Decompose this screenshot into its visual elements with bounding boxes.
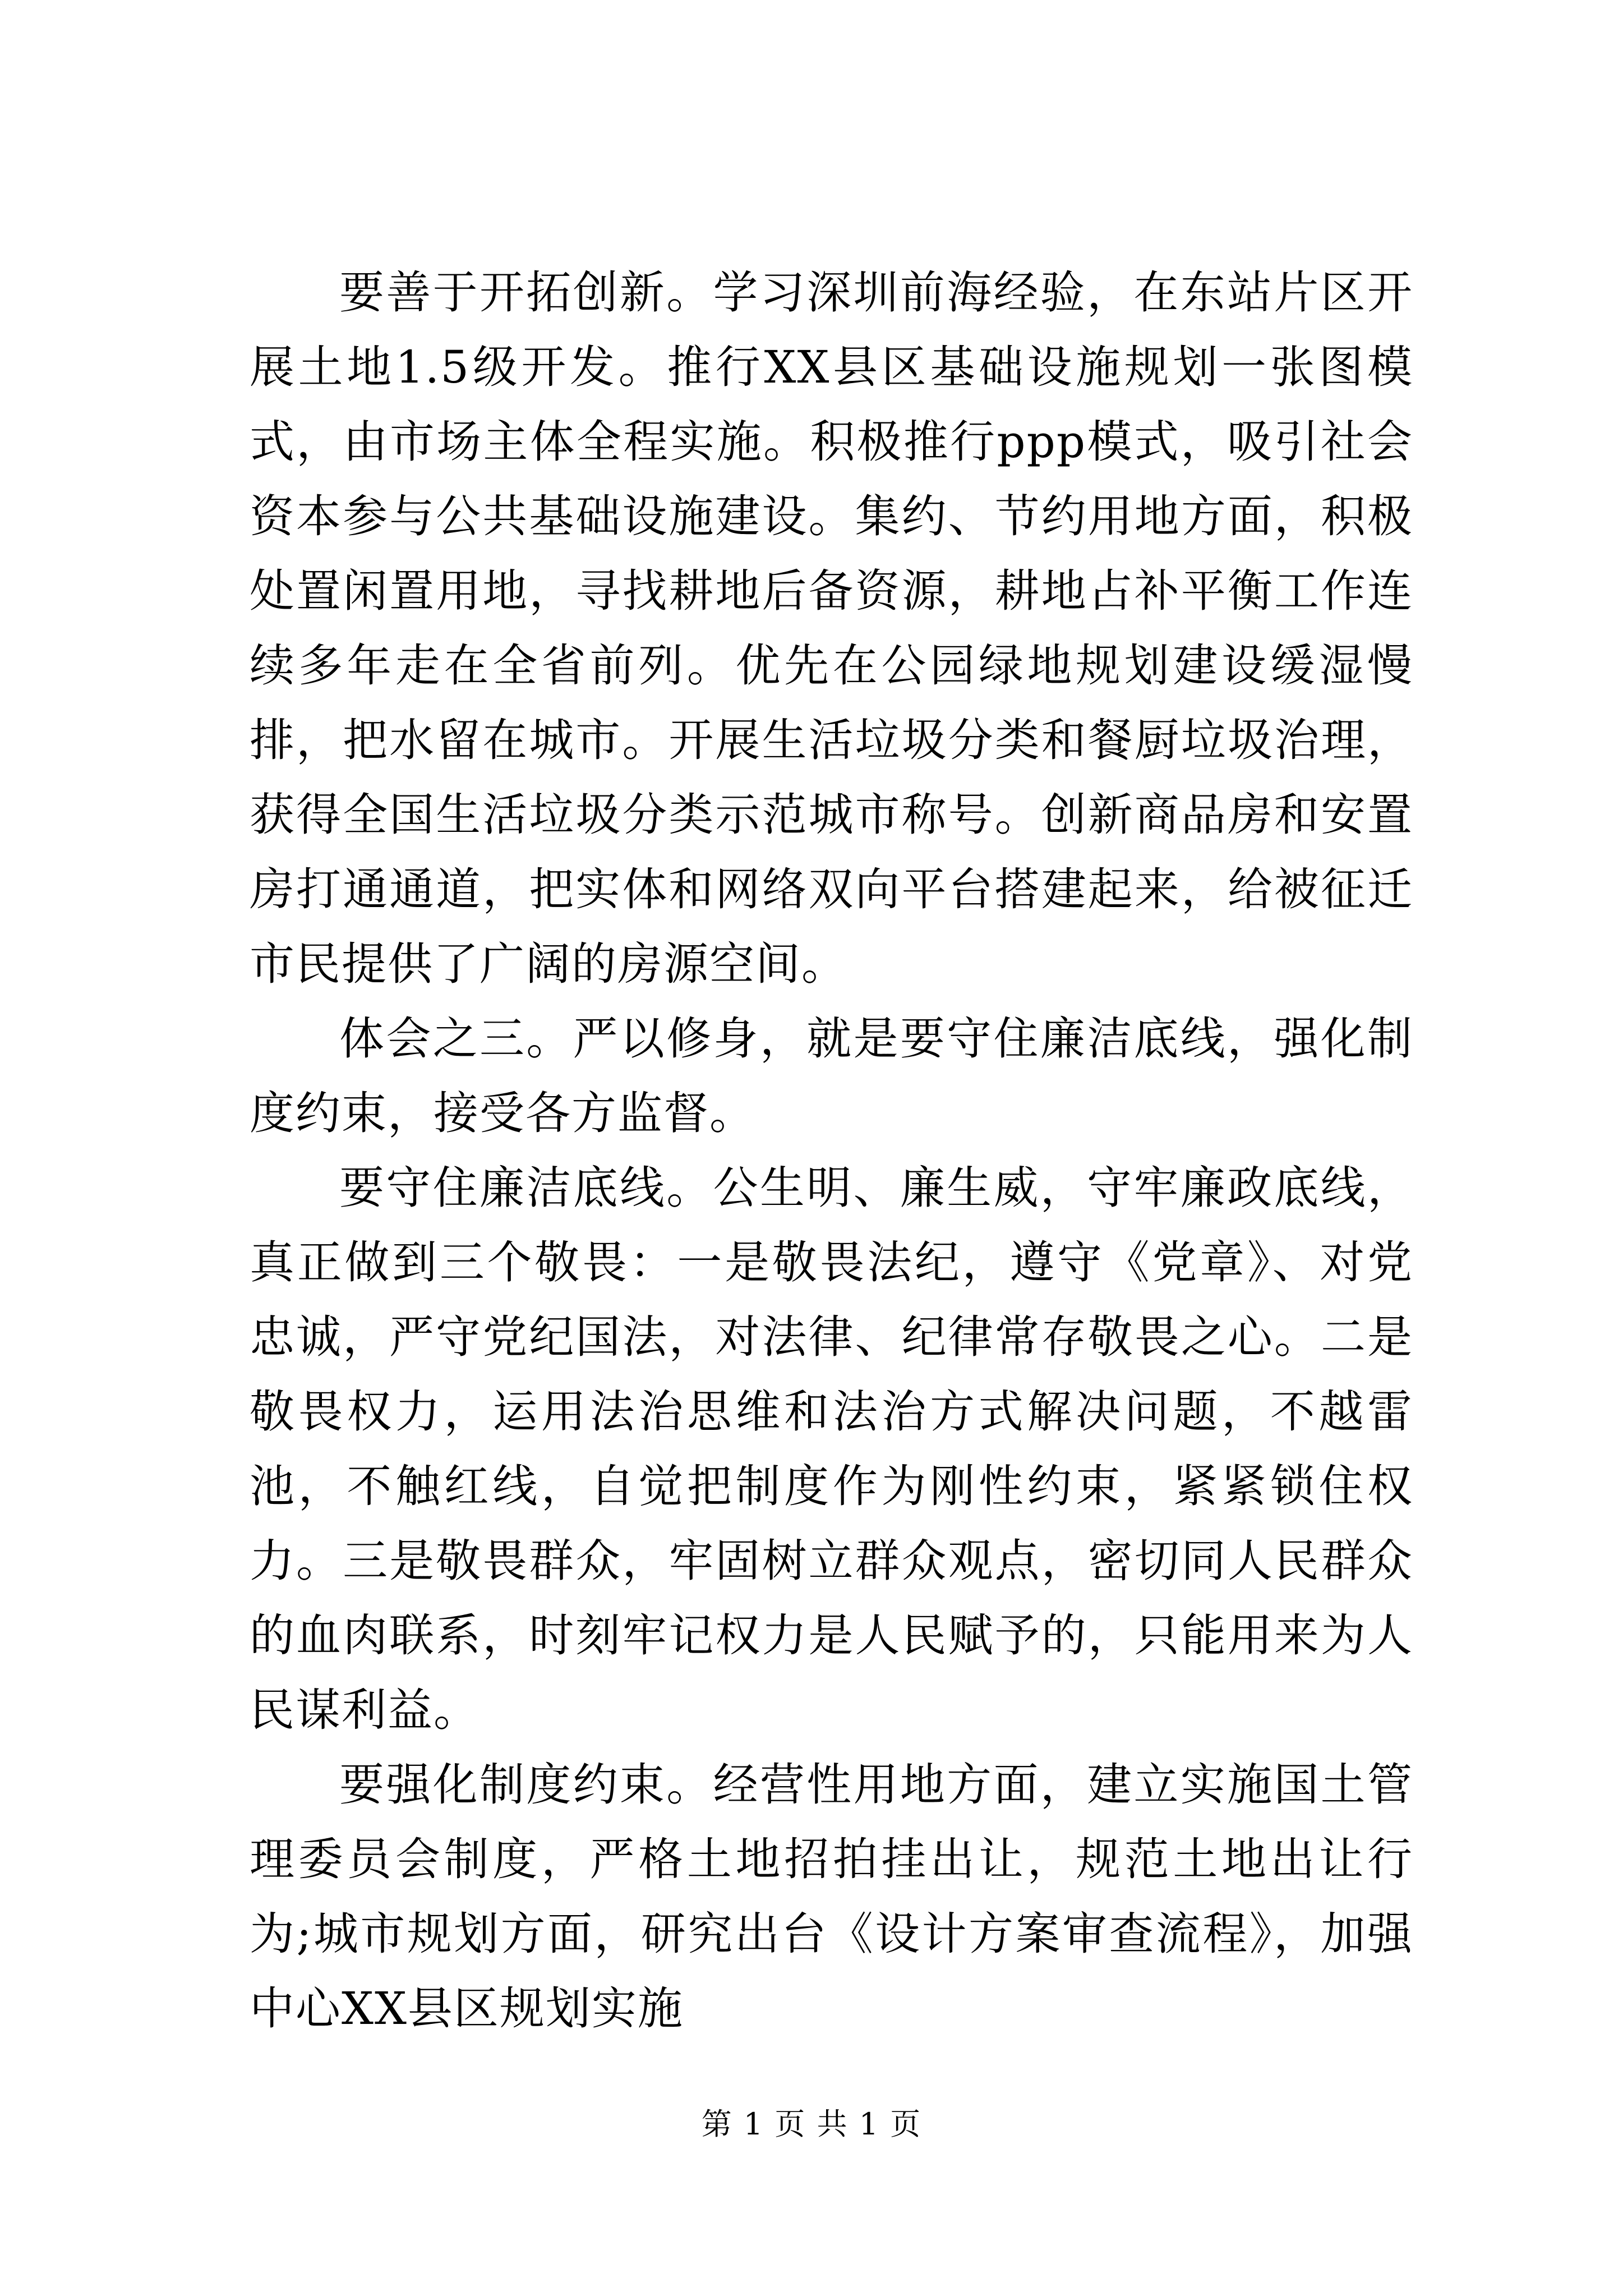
paragraph-integrity-bottom-line: 要守住廉洁底线。公生明、廉生威，守牢廉政底线，真正做到三个敬畏：一是敬畏法纪，遵守《党章》、对党忠诚，严守党纪国法，对法律、纪律常存敬畏之心。二是敬畏权力，运用法治思维和法治方式解决问题，不越雷池，不触红线，自觉把制度作为刚性约束，紧紧锁住权力。三是敬畏群众，牢固树立群众观点，密切同人民群众的血肉联系，时刻牢记权力是人民赋予的，只能用来为人民谋利益。 xyxy=(250,1162,1413,1736)
document-body xyxy=(250,255,1413,2046)
paragraph-institutional-constraints: 要强化制度约束。经营性用地方面，建立实施国土管理委员会制度，严格土地招拍挂出让，规范土地出让行为;城市规划方面，研究出台《设计方案审查流程》，加强中心XX县区规划实施 xyxy=(250,1759,1413,2035)
paragraph-innovation: 要善于开拓创新。学习深圳前海经验，在东站片区开展土地1.5级开发。推行XX县区基础设施规划一张图模式，由市场主体全程实施。积极推行ppp模式，吸引社会资本参与公共基础设施建设。集约、节约用地方面，积极处置闲置用地，寻找耕地后备资源，耕地占补平衡工作连续多年走在全省前列。优先在公园绿地规划建设缓湿慢排，把水留在城市。开展生活垃圾分类和餐厨垃圾治理，获得全国生活垃圾分类示范城市称号。创新商品房和安置房打通通道，把实体和网络双向平台搭建起来，给被征迁市民提供了广阔的房源空间。 xyxy=(250,266,1413,990)
paragraph-insight-three: 体会之三。严以修身，就是要守住廉洁底线，强化制度约束，接受各方监督。 xyxy=(250,1013,1413,1139)
page-footer: 第 1 页 共 1 页 xyxy=(701,2106,922,2142)
